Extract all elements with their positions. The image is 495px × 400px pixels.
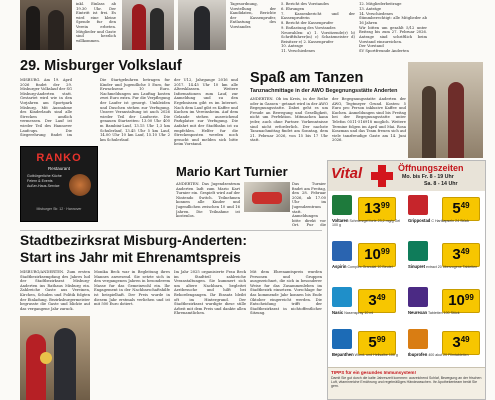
product-price: $3^{49}$ [442, 331, 480, 355]
product-price: $10^{99}$ [358, 243, 396, 267]
product-price: $5^{99}$ [358, 331, 396, 355]
product-pack [408, 241, 428, 261]
product-pack [408, 195, 428, 215]
mario-col-2: Das Turnier findet am Freitag, den 28. Februar 2026, ab 17.00 Uhr im Jugendzentrum statt. Anmeldungen bitte direkt vor Ort. Fur die [292, 182, 326, 228]
pharmacy-tips [328, 367, 485, 399]
product-pack [332, 241, 352, 261]
person-silhouette [54, 328, 76, 400]
hours-line-2: Sa. 8 - 14 Uhr [424, 181, 458, 187]
hours-line-1: Mo. bis Fr. 8 - 19 Uhr [402, 174, 454, 180]
product-pack [408, 287, 428, 307]
stadtbezirk-col-4: Mit dem Ehrenamtspreis wurden Personen und Gruppen ausgezeichnet, die sich in besonderer Weise fur das Zusammenleben im Stadtbezirk einsetzen. Vorschlage fur das kommende Jahr konnen bis Ende Oktober eingereicht werden. Die Entscheidung trifft der Stadtbezirksrat in nichtoffentlicher Sitzung. [250, 270, 322, 316]
person-silhouette [48, 10, 64, 50]
ranko-footer: Misburger Str. 12 · Hannover [36, 207, 82, 211]
product-price: $5^{49}$ [442, 197, 480, 221]
mario-col-1: ANDERTEN. Das Jugendzentrum Anderten ladt zum Mario Kart Turnier ein. Gespielt wird auf der Nintendo Switch. Teilnehmen konnen alle Kinder und Jugendlichen zwischen 10 und 16 Jahren. Die Teilnahme ist kostenlos. [176, 182, 240, 219]
volkslauf-col-3: der U12, Jahrgange 2016 und 2017. 14.45 Uhr 10 km alle Altersklassen. Weitere Informationen zum Lauf, zur Anmeldung und zu den Ergebnissen gibt es im Internet. Nach dem Lauf gibt es Kaffee und Kuchen im Vereinsheim. Auf dem Gelande stehen ausreichend Parkplatze zur Verfugung. Die Anfahrt mit der Stadtbahn ist zu empfehlen. Helfer fur die Streckenposten werden noch gesucht und melden sich bitte beim Vorstand. [174, 78, 238, 147]
ranko-lines: Gutbürgerliche Küche Feiern & Events Außer-Haus-Service [27, 174, 62, 188]
volkslauf-headline: 29. Misburger Volkslauf [20, 58, 182, 74]
stadtbezirk-headline-2: Start ins Jahr mit Ehrenamtspreis [20, 250, 241, 265]
person-silhouette [26, 334, 46, 400]
product-info: Ibuprofen 400 akut 20 Filmtabletten [408, 352, 469, 357]
tips-title: TIPPS für ein gesundes Immunsystem! [331, 370, 417, 375]
product-info: Sinupret extract 20 überzogene Tabletten [408, 264, 478, 269]
ranko-ad[interactable] [20, 146, 98, 222]
person-silhouette [26, 6, 40, 50]
product-info: Bepanthen Wund- und Heilsalbe 100 g [332, 352, 398, 357]
mario-photo [244, 182, 290, 212]
product-pack [332, 329, 352, 349]
product-price: $10^{99}$ [442, 289, 480, 313]
person-silhouette [422, 86, 436, 158]
mario-headline: Mario Kart Turnier [176, 164, 288, 179]
tanzen-col-1: ANDERTEN. Ob im Kreis, in der Reihe oder in Gassen - getanzt wird in der AWO Begegnungsstatte. Dabei geht es um Freude an Bewegung und Geselligkeit, nicht um Perfektion. Mitmachen kann jeder, auch ohne Partner. Vorkenntnisse sind nicht erforderlich. Der nachste Tanznachmittag findet am Sonntag, dem 21. Februar 2026, von 15 bis 17 Uhr statt. [250, 97, 328, 143]
top-photo-right [178, 0, 226, 50]
product-info: Neurexan Tabletten 100 Stück [408, 310, 460, 315]
ranko-dish-image [69, 174, 91, 196]
product-price: $3^{49}$ [358, 289, 396, 313]
kart-icon [252, 192, 282, 204]
product-info: Aspirin Complex Granulat 10 Beutel [332, 264, 393, 269]
top-photo-left [20, 0, 72, 50]
top-photo-mid [122, 0, 174, 50]
section-divider [20, 230, 322, 231]
flower-bouquet [40, 352, 52, 364]
person-silhouette [132, 4, 146, 50]
product-pack [408, 329, 428, 349]
product-pack [332, 287, 352, 307]
person-silhouette [150, 8, 164, 50]
stadtbezirk-photo [20, 316, 90, 400]
stadtbezirk-headline-1: Stadtbezirksrat Misburg-Anderten: [20, 233, 247, 248]
stadtbezirk-col-2: Monika Beck war in Begleitung ihres Mannes anwesend. Sie setzte sich in den vergangenen Jahren in besonderem Masse fur das Gemeinwohl ein. Ihr Engagement in der Nachbarschaftshilfe ist beispielhaft. Der Preis wurde in diesem Jahr erstmals verliehen und ist mit 500 Euro dotiert. [94, 270, 170, 307]
product-price: $3^{49}$ [442, 243, 480, 267]
volkslauf-col-2: Die Startgebuhren betragen fur Kinder und Jugendliche 5 Euro, fur Erwachsene 10 Euro. Nachmeldungen am Lauftag kosten zwei Euro extra. Fur die Verpflegung der Laufer ist gesorgt. Umkleiden und Duschen stehen zur Verfugung. Unsere Veranstaltung ist auch 2026 wieder Teil der Laufserie. Die genauen Startzeiten: 13.00 Uhr 400 m Bambini-Lauf, 13.15 Uhr 1,3 km Schulerlauf, 13.45 Uhr 5 km Lauf, 14.00 Uhr 10 km Lauf, 15.10 Uhr 2 km Schulerlauf. [100, 78, 170, 142]
product-info: Grippostad C Hartkapseln 24 Stück [408, 218, 470, 223]
hours-title: Öffnungszeiten [398, 163, 464, 173]
top-left-text: inkl. Einlass ab 19.30 Uhr. Der Eintritt ist frei. Es wird eine kleine Spende fur den Verein erbeten. Mitglieder und Gaste sind herzlich willkommen. [76, 2, 116, 43]
tanzen-subtitle: Tanznachmittage in der AWO Begegnungsstätte Anderten [250, 88, 398, 94]
product-info: Voltaren Schmerzgel forte 23,2 mg/g Gel 100 g [332, 218, 401, 228]
ranko-brand: RANKO [36, 152, 82, 164]
tanzen-col-2: der Begegnungsstatte Anderten der AWO, Tegtmeyer Grund. Kosten: 5 Euro pro Person inklusive Kaffee und Kuchen. Anmeldungen sind bis Freitag bei der Begegnungsstatte unter Telefon 0511-516918 moglich. Weitere Termine folgen im April und Mai. Rosa Koszman und das Team freuen sich auf viele tanzfreudige Gaste am 14. Juni 2026. [332, 97, 406, 143]
pharmacy-brand: Vital [331, 165, 363, 182]
person-silhouette [448, 82, 464, 158]
tanzen-photo [408, 62, 483, 158]
product-pack [332, 195, 352, 215]
product-price: $13^{99}$ [358, 197, 396, 221]
pharmacy-ad[interactable] [327, 160, 486, 400]
pharmacy-cross-icon [370, 164, 394, 188]
ranko-sub: Restaurant [47, 166, 70, 171]
stadtbezirk-col-3: Im Jahr 2025 organisierte Frau Beck im Stadtteil zahlreiche Veranstaltungen. Sie kummert sich um altere Nachbarn, begleitet Arztbesuche und hilft bei Behordengangen. Ihr Einsatz bleibt oft im Hintergrund. Der Stadtbezirksrat wurdigte diese stille Arbeit mit dem Preis und dankte allen Ehrenamtlichen. [174, 270, 246, 316]
top-list-a: 5. Bericht des Vorstandes 6. Ehrungen 7. Kassenbericht und der Kassenpruferin 8. Bericht der Kassenprufer 9. Entlastung des Vorstandes Neuwahlen: a) 1. Vorsitzende(r) b) Schriftfuhrer(in) c) Schatzmeister d) Beisitzer e) 2. Kassenprufer 10. Antrage 11. Verschiedenes [281, 2, 355, 54]
stadtbezirk-col-1: MISBURG/ANDERTEN. Zum ersten Stadtbezirksempfang des Jahres lud der Stadtbezirksrat Misburg-Anderten ins Rathaus Misburg ein. Zahlreiche Gaste aus Vereinen, Kirchen, Schulen und Politik folgten der Einladung. Bezirksburgermeister begrusste die Gaste und blickte auf das vergangene Jahr zuruck. [20, 270, 90, 311]
volkslauf-col-1: MISBURG. Am 19. April 2026 findet der 29. Misburger Volkslauf der SG Misburg-Anderten statt. Gestartet wird wie in den Vorjahren am Sportpark Misburg. Mit Ausnahme des Kinderlaufs sind alle Strecken amtlich vermessen. Der Lauf ist wieder Teil des Hannover Laufcups. Die Siegerehrung findet im [20, 78, 72, 138]
top-mid-text: Tagesordnung, Vorstellung der Kandidaten, Berichte der Kassenprufer, Entlastung des Vorstandes [230, 2, 276, 29]
product-info: Nasic Nasenspray 10 ml [332, 310, 374, 315]
top-list-b: 12. Mitgliederbeitrage 13. Anträge 14. Verschiedenes Stimmberechtigt: alle Mitglieder ab 16 Jahren Wir bitten um gezahlt 5/12 unter Beitrag bis zum 27. Februar 2026. Antrage sind schriftlich beim Vorstand einzureichen. Der Vorstand SV Sportfreunde Anderten [359, 2, 427, 54]
tanzen-headline: Spaß am Tanzen [250, 70, 364, 86]
tips-text: Damit Sie gut durch die kalte Jahreszeit kommen: ausreichend Schlaf, Bewegung an der frischen Luft, vitaminreiche Ernährung und regelmäßiges Händewaschen. Ihr Apothekenteam berät Sie gern. [331, 376, 482, 389]
person-silhouette [194, 6, 210, 50]
